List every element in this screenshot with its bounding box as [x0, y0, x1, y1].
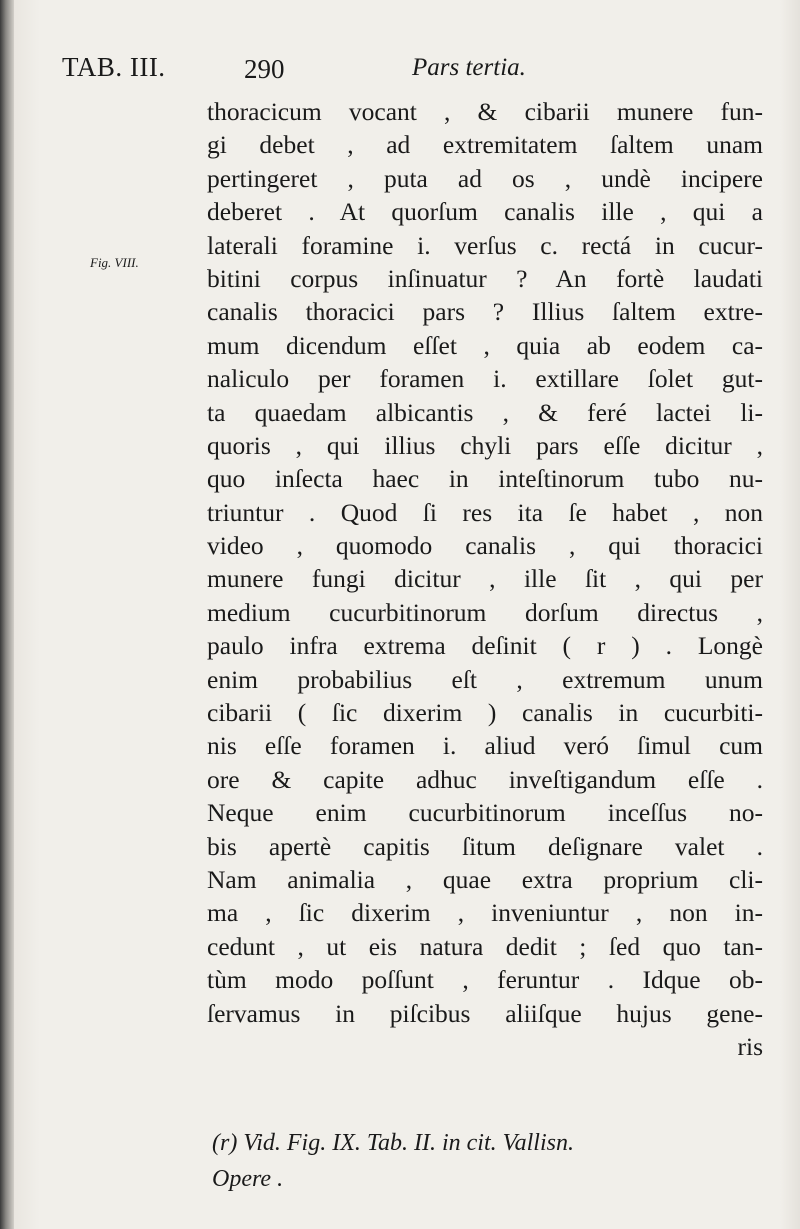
- catchword: ris: [737, 1031, 763, 1061]
- text-line: enim probabilius eſt , extremum unum: [207, 664, 763, 694]
- footnote-line: (r) Vid. Fig. IX. Tab. II. in cit. Vallisn.: [212, 1130, 574, 1156]
- text-line: tùm modo poſſunt , feruntur . Idque ob-: [207, 965, 763, 995]
- text-line: mum dicendum eſſet , quia ab eodem ca-: [207, 330, 763, 360]
- text-line: medium cucurbitinorum dorſum directus ,: [207, 597, 763, 627]
- text-line: laterali foramine i. verſus c. rectá in cucur-: [207, 230, 763, 260]
- text-line: naliculo per foramen i. extillare ſolet gut-: [207, 364, 763, 394]
- text-line: Neque enim cucurbitinorum inceſſus no-: [207, 798, 763, 828]
- text-line: quoris , qui illius chyli pars eſſe dicitur ,: [207, 430, 763, 460]
- text-line: munere fungi dicitur , ille ſit , qui per: [207, 564, 763, 594]
- text-line: cedunt , ut eis natura dedit ; ſed quo tan-: [207, 931, 763, 961]
- book-gutter: [0, 0, 14, 1229]
- text-line: paulo infra extrema deſinit ( r ) . Longè: [207, 631, 763, 661]
- text-line: video , quomodo canalis , qui thoracici: [207, 531, 763, 561]
- text-line: nis eſſe foramen i. aliud veró ſimul cum: [207, 731, 763, 761]
- text-line: deberet . At quorſum canalis ille , qui a: [207, 197, 763, 227]
- plate-reference: TAB. III.: [62, 52, 166, 82]
- body-text: [207, 95, 763, 1063]
- text-line: pertingeret , puta ad os , undè incipere: [207, 163, 763, 193]
- text-line: ta quaedam albicantis , & feré lactei li-: [207, 397, 763, 427]
- text-line: thoracicum vocant , & cibarii munere fun-: [207, 97, 763, 126]
- text-line: bis apertè capitis ſitum deſignare valet .: [207, 831, 763, 861]
- running-title: Pars tertia.: [412, 54, 526, 81]
- text-line: bitini corpus inſinuatur ? An fortè laudati: [207, 263, 763, 293]
- margin-figure-note: Fig. VIII.: [90, 255, 139, 270]
- text-line: triuntur . Quod ſi res ita ſe habet , non: [207, 497, 763, 527]
- footnote: [212, 1125, 772, 1197]
- text-line: quo inſecta haec in inteſtinorum tubo nu-: [207, 464, 763, 494]
- text-line: cibarii ( ſic dixerim ) canalis in cucurbiti-: [207, 698, 763, 728]
- page-number: 290: [244, 54, 285, 84]
- footnote-line: Opere .: [212, 1166, 284, 1192]
- text-line: ma , ſic dixerim , inveniuntur , non in-: [207, 898, 763, 928]
- text-line: ſervamus in piſcibus aliiſque hujus gene-: [207, 998, 763, 1028]
- text-line: Nam animalia , quae extra proprium cli-: [207, 864, 763, 894]
- text-line: ore & capite adhuc inveſtigandum eſſe .: [207, 764, 763, 794]
- text-line: canalis thoracici pars ? Illius ſaltem extre-: [207, 297, 763, 327]
- page-header: [62, 52, 782, 92]
- text-line: gi debet , ad extremitatem ſaltem unam: [207, 130, 763, 160]
